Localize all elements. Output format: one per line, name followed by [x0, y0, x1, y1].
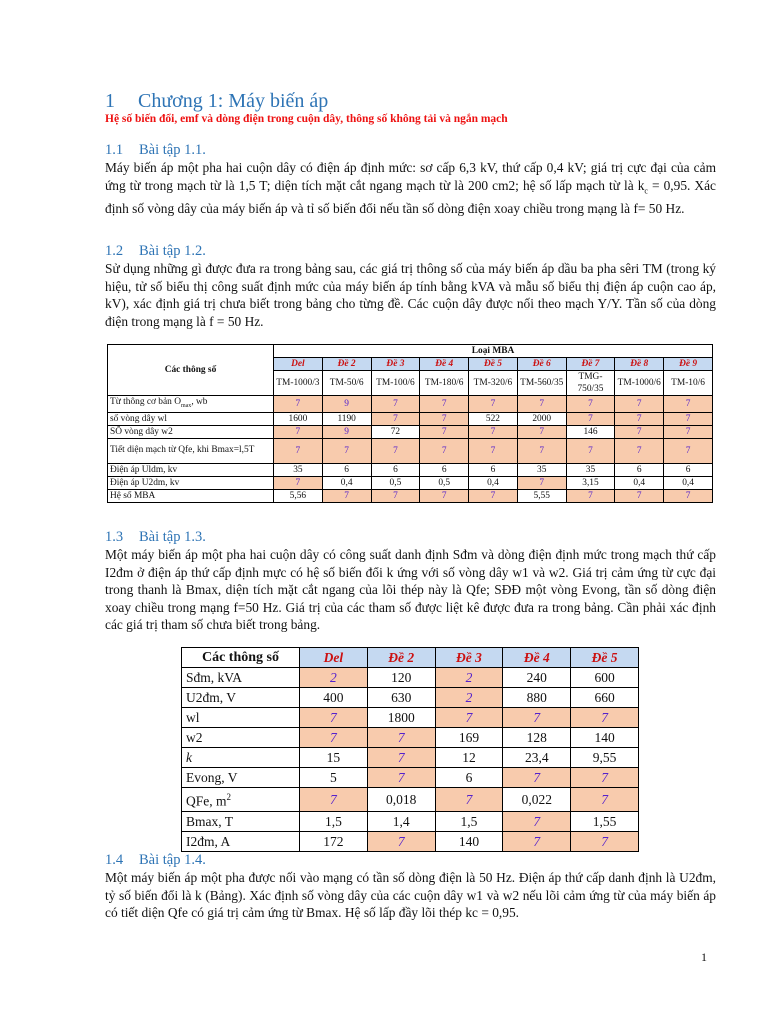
value-cell: 7 [371, 396, 420, 413]
table-row [108, 396, 713, 413]
value-cell: 0,5 [420, 476, 469, 489]
group-header-cell: Loại MBA [274, 345, 713, 358]
value-cell: 6 [420, 463, 469, 476]
value-cell: 7 [664, 438, 713, 463]
chapter-subtitle: Hệ số biến đổi, emf và dòng điện trong cuộn dây, thông số không tải và ngắn mạch [105, 113, 508, 125]
value-cell: 1190 [322, 412, 371, 425]
section-title: Bài tập 1.3. [139, 529, 206, 545]
table-row [182, 748, 639, 768]
value-cell: 6 [615, 463, 664, 476]
value-cell: 0,018 [367, 788, 435, 812]
row-label-cell [182, 811, 300, 831]
transformer-table-1 [107, 344, 713, 503]
table-row [108, 438, 713, 463]
row-label-text: w2 [186, 730, 203, 745]
table-row [108, 412, 713, 425]
value-cell: 7 [435, 708, 503, 728]
param-header-cell: Các thông số [108, 345, 274, 396]
value-cell: 240 [503, 668, 571, 688]
value-cell: 7 [274, 425, 323, 438]
value-cell: 7 [420, 489, 469, 502]
value-cell: 0,4 [615, 476, 664, 489]
section-1-2-paragraph: Sử dụng những gì được đưa ra trong bảng sau, các giá trị thông số của máy biến áp dầu ba pha sêri TM (trong ký hiệu, tử số biểu thị công suất định mức của máy biến áp tính bằng kVA và mẫu số biểu thị điện áp cuộn cao áp, kV), xác định giá trị chưa biết trong bảng cho từng đề. Các cuộn dây được nối theo mạch Y/Y. Tần số của dòng điện trong mạng là f = 50 Hz. [105, 261, 716, 329]
value-cell: 140 [571, 728, 639, 748]
transformer-code-cell: TM-1000/3 [274, 371, 323, 396]
value-cell: 15 [300, 748, 368, 768]
value-cell: 7 [615, 396, 664, 413]
subscript: c [644, 186, 648, 196]
value-cell: 7 [469, 438, 518, 463]
value-cell: 1800 [367, 708, 435, 728]
value-cell: 7 [566, 438, 615, 463]
value-cell: 1,5 [435, 811, 503, 831]
table-header-row [182, 648, 639, 668]
value-cell: 660 [571, 688, 639, 708]
value-cell: 7 [367, 831, 435, 851]
row-label-cell [182, 668, 300, 688]
variant-header-cell: Đề 3 [371, 358, 420, 371]
row-label-cell: SÔ vòng dây w2 [108, 425, 274, 438]
section-number: 1.2 [105, 243, 124, 259]
row-label-cell [182, 788, 300, 812]
value-cell: 1,55 [571, 811, 639, 831]
section-number: 1.3 [105, 529, 124, 545]
value-cell: 35 [517, 463, 566, 476]
value-cell: 6 [322, 463, 371, 476]
section-1-4-paragraph: Một máy biến áp một pha được nối vào mạng có tần số dòng điện là 50 Hz. Điện áp thứ cấp danh định là U2đm, tỷ số biến đổi là k (Bảng). Xác định số vòng dây của các cuộn dây w1 và w2 nếu lõi cảm ứng từ của máy biến áp có tiết diện Qfe có giá trị cảm ứng từ Bmax. Hệ số lấp đầy lõi thép kc = 0,95. [105, 870, 716, 920]
value-cell: 9 [322, 425, 371, 438]
row-label-cell [182, 748, 300, 768]
value-cell: 12 [435, 748, 503, 768]
value-cell: 400 [300, 688, 368, 708]
value-cell: 522 [469, 412, 518, 425]
value-cell: 7 [503, 831, 571, 851]
value-cell: 7 [566, 489, 615, 502]
value-cell: 7 [371, 412, 420, 425]
table-row [182, 688, 639, 708]
value-cell: 7 [367, 768, 435, 788]
section-number: 1.1 [105, 142, 124, 158]
transformer-code-cell: TM-560/35 [517, 371, 566, 396]
value-cell: 0,4 [469, 476, 518, 489]
value-cell: 7 [274, 476, 323, 489]
value-cell: 7 [420, 425, 469, 438]
value-cell: 7 [367, 748, 435, 768]
table-row [182, 728, 639, 748]
paragraph-text: = 0,95. Xác định số vòng dây của máy biến áp và tỉ số biến đổi nếu tần số dòng điện xoay chiều trong mạng là f= 50 Hz. [105, 177, 716, 216]
row-label-text: Evong, V [186, 770, 238, 785]
variant-header-cell: Đề 4 [420, 358, 469, 371]
table-row [108, 425, 713, 438]
value-cell: 0,4 [664, 476, 713, 489]
variant-header-cell: Đề 6 [517, 358, 566, 371]
param-header-cell: Các thông số [182, 648, 300, 668]
value-cell: 7 [517, 438, 566, 463]
value-cell: 72 [371, 425, 420, 438]
value-cell: 7 [367, 728, 435, 748]
value-cell: 7 [300, 728, 368, 748]
value-cell: 1,4 [367, 811, 435, 831]
row-label-cell [108, 396, 274, 413]
value-cell: 23,4 [503, 748, 571, 768]
value-cell: 2000 [517, 412, 566, 425]
chapter-number: 1 [105, 90, 115, 112]
value-cell: 7 [371, 489, 420, 502]
value-cell: 7 [274, 396, 323, 413]
value-cell: 2 [435, 668, 503, 688]
value-cell: 7 [571, 788, 639, 812]
transformer-code-cell: TM-100/6 [371, 371, 420, 396]
transformer-table-2 [181, 647, 639, 852]
value-cell: 7 [435, 788, 503, 812]
row-label-cell: Điện áp Uldm, kv [108, 463, 274, 476]
value-cell: 7 [300, 708, 368, 728]
row-label-subscript: max [180, 402, 192, 409]
section-title: Bài tập 1.2. [139, 243, 206, 259]
row-label-text: k [186, 750, 192, 765]
value-cell: 600 [571, 668, 639, 688]
section-1-1-paragraph [105, 159, 716, 217]
value-cell: 128 [503, 728, 571, 748]
row-label-cell: Điện áp U2dm, kv [108, 476, 274, 489]
table-row [182, 768, 639, 788]
value-cell: 7 [371, 438, 420, 463]
value-cell: 7 [517, 425, 566, 438]
value-cell: 7 [469, 425, 518, 438]
row-label-text: Sđm, kVA [186, 670, 243, 685]
section-heading-1-4 [105, 852, 206, 869]
value-cell: 120 [367, 668, 435, 688]
value-cell: 7 [322, 438, 371, 463]
value-cell: 7 [503, 811, 571, 831]
table-row [108, 463, 713, 476]
section-heading-1-1 [105, 142, 206, 159]
row-label-cell [182, 831, 300, 851]
value-cell: 3,15 [566, 476, 615, 489]
transformer-code-cell: TM-10/6 [664, 371, 713, 396]
value-cell: 6 [469, 463, 518, 476]
row-label-cell: Tiết diện mạch từ Qfe, khi Bmax=l,5T [108, 438, 274, 463]
value-cell: 7 [615, 489, 664, 502]
value-cell: 7 [566, 412, 615, 425]
row-label-text: QFe, m [186, 793, 227, 809]
row-label-unit: , wb [191, 397, 208, 407]
variant-header-cell: Đề 2 [322, 358, 371, 371]
table-row [182, 788, 639, 812]
row-label-text: U2đm, V [186, 690, 237, 705]
value-cell: 6 [435, 768, 503, 788]
section-1-3-paragraph: Một máy biến áp một pha hai cuộn dây có công suất danh định Sđm và dòng điện định mức trong mạch thứ cấp I2đm ở điện áp thứ cấp định mực có hệ số biến đổi k ứng với số vòng dây w1 và w2. Giá trị cảm ứng từ cực đại trong thanh là Bmax, diện tích mặt cắt ngang của lõi thép này là Qfe; SĐĐ một vòng Evong, tần số dòng điện xoay chiều trong mạng f=50 Hz. Giá trị của các tham số được liệt kê được đưa ra trong bảng. Cần phải xác định các giá trị tham số chưa biết trong bảng. [105, 547, 716, 632]
value-cell: 7 [420, 412, 469, 425]
paragraph-text: Máy biến áp một pha hai cuộn dây có điện áp định mức: sơ cấp 6,3 kV, thứ cấp 0,4 kV; giá trị cực đại của cảm ứng từ trong mạch từ là 1,5 T; diện tích mặt cắt ngang mạch từ là 200 cm2; hệ số lấp mạch từ là k [105, 160, 716, 193]
variant-header-cell: Đề 7 [566, 358, 615, 371]
row-label-cell: số vòng dây wl [108, 412, 274, 425]
value-cell: 0,4 [322, 476, 371, 489]
value-cell: 0,5 [371, 476, 420, 489]
value-cell: 7 [571, 708, 639, 728]
value-cell: 7 [503, 708, 571, 728]
table-row [182, 668, 639, 688]
value-cell: 0,022 [503, 788, 571, 812]
value-cell: 880 [503, 688, 571, 708]
variant-header-cell: Del [274, 358, 323, 371]
table-row [108, 476, 713, 489]
row-label-text: Bmax, T [186, 813, 233, 829]
page-number: 1 [701, 950, 707, 964]
row-label-cell [182, 728, 300, 748]
value-cell: 7 [503, 768, 571, 788]
value-cell: 35 [566, 463, 615, 476]
transformer-code-cell: TMG-750/35 [566, 371, 615, 396]
value-cell: 7 [420, 396, 469, 413]
row-label-cell: Hệ số MBA [108, 489, 274, 502]
value-cell: 7 [274, 438, 323, 463]
transformer-code-cell: TM-1000/6 [615, 371, 664, 396]
variant-header-cell: Đề 9 [664, 358, 713, 371]
row-label-text: I2đm, A [186, 833, 231, 849]
value-cell: 7 [566, 396, 615, 413]
value-cell: 2 [300, 668, 368, 688]
value-cell: 6 [664, 463, 713, 476]
variant-header-cell: Del [300, 648, 368, 668]
table-row [182, 708, 639, 728]
value-cell: 7 [517, 396, 566, 413]
value-cell: 172 [300, 831, 368, 851]
table-row [182, 811, 639, 831]
value-cell: 2 [435, 688, 503, 708]
value-cell: 7 [420, 438, 469, 463]
chapter-title: Chương 1: Máy biến áp [138, 90, 329, 112]
value-cell: 9,55 [571, 748, 639, 768]
value-cell: 1600 [274, 412, 323, 425]
value-cell: 7 [469, 489, 518, 502]
value-cell: 169 [435, 728, 503, 748]
section-heading-1-2 [105, 243, 206, 260]
value-cell: 9 [322, 396, 371, 413]
row-label-cell [182, 688, 300, 708]
variant-header-cell: Đề 2 [367, 648, 435, 668]
variant-header-cell: Đề 4 [503, 648, 571, 668]
value-cell: 7 [571, 831, 639, 851]
transformer-code-cell: TM-50/6 [322, 371, 371, 396]
row-label-cell [182, 768, 300, 788]
section-title: Bài tập 1.4. [139, 852, 206, 868]
table-header-row [108, 345, 713, 358]
value-cell: 7 [664, 489, 713, 502]
value-cell: 140 [435, 831, 503, 851]
section-title: Bài tập 1.1. [139, 142, 206, 158]
value-cell: 7 [517, 476, 566, 489]
chapter-heading [105, 90, 328, 113]
section-number: 1.4 [105, 852, 124, 868]
variant-header-cell: Đề 5 [571, 648, 639, 668]
value-cell: 5,55 [517, 489, 566, 502]
table-row [108, 489, 713, 502]
value-cell: 5,56 [274, 489, 323, 502]
value-cell: 6 [371, 463, 420, 476]
variant-header-cell: Đề 5 [469, 358, 518, 371]
transformer-code-cell: TM-180/6 [420, 371, 469, 396]
value-cell: 7 [615, 425, 664, 438]
value-cell: 7 [664, 412, 713, 425]
row-label-cell [182, 708, 300, 728]
row-label-superscript: 2 [226, 792, 231, 802]
value-cell: 5 [300, 768, 368, 788]
section-heading-1-3 [105, 529, 206, 546]
value-cell: 7 [322, 489, 371, 502]
value-cell: 7 [571, 768, 639, 788]
value-cell: 7 [300, 788, 368, 812]
value-cell: 7 [664, 396, 713, 413]
value-cell: 7 [664, 425, 713, 438]
value-cell: 7 [615, 438, 664, 463]
table-row [182, 831, 639, 851]
row-label-text: Từ thông cơ bản O [110, 397, 181, 407]
value-cell: 630 [367, 688, 435, 708]
variant-header-cell: Đề 8 [615, 358, 664, 371]
transformer-code-cell: TM-320/6 [469, 371, 518, 396]
value-cell: 7 [615, 412, 664, 425]
value-cell: 7 [469, 396, 518, 413]
value-cell: 35 [274, 463, 323, 476]
value-cell: 146 [566, 425, 615, 438]
variant-header-cell: Đề 3 [435, 648, 503, 668]
value-cell: 1,5 [300, 811, 368, 831]
row-label-text: wl [186, 710, 200, 725]
